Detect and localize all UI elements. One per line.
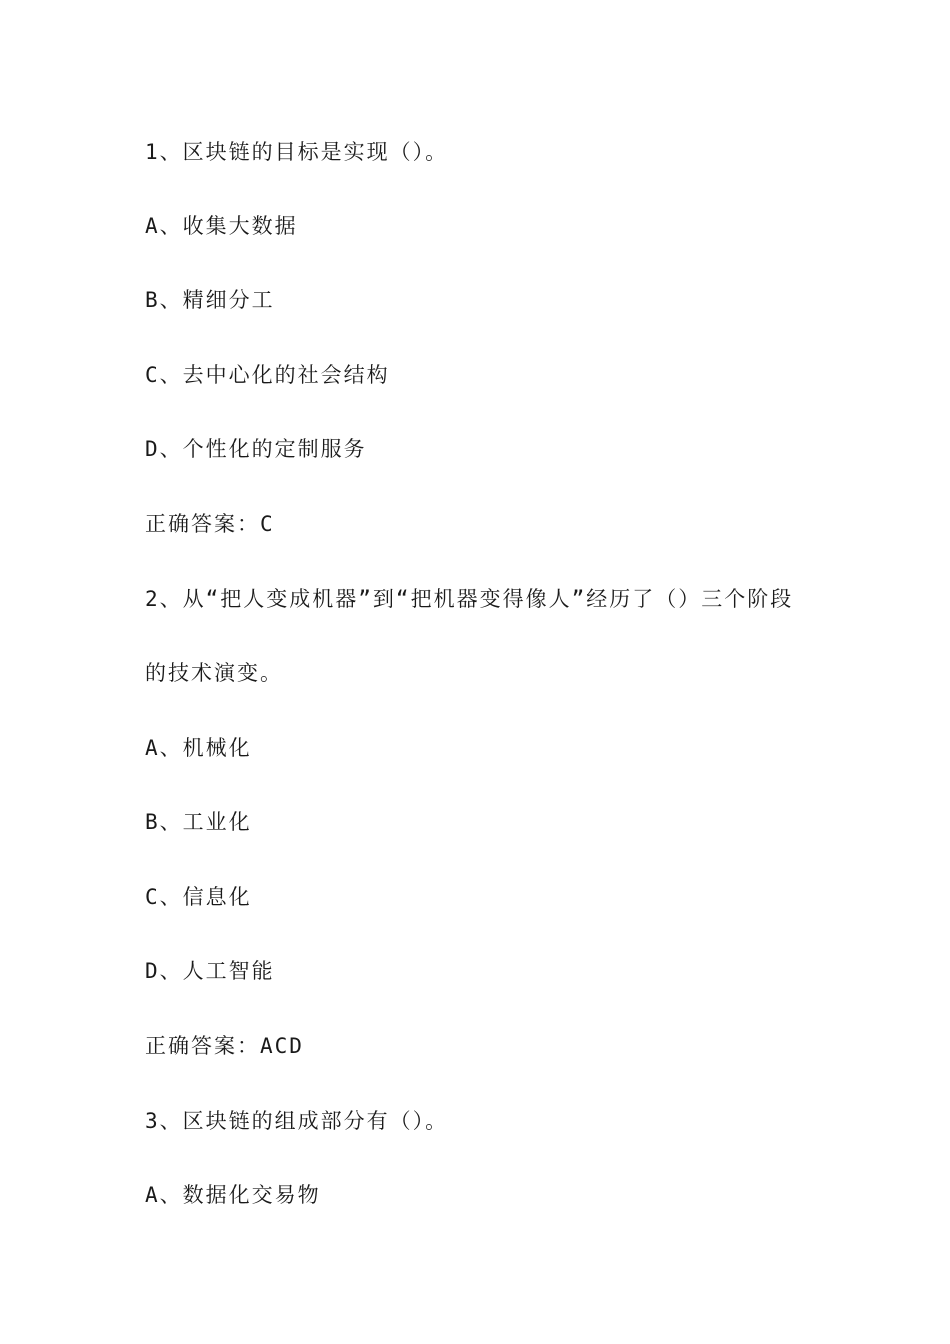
question-2-option-a: A、机械化	[145, 736, 252, 760]
question-1-option-d: D、个性化的定制服务	[145, 437, 367, 461]
question-1-option-b: B、精细分工	[145, 288, 275, 312]
question-2-option-c: C、信息化	[145, 885, 252, 909]
question-2-answer: 正确答案：ACD	[145, 1034, 304, 1058]
question-3-option-a: A、数据化交易物	[145, 1183, 321, 1207]
question-3-stem: 3、区块链的组成部分有（）。	[145, 1109, 449, 1133]
question-2-stem-line-2: 的技术演变。	[145, 661, 283, 685]
question-1-option-c: C、去中心化的社会结构	[145, 363, 390, 387]
question-2-option-b: B、工业化	[145, 810, 252, 834]
question-1-answer: 正确答案：C	[145, 512, 275, 536]
question-2-stem-line-1: 2、从“把人变成机器”到“把机器变得像人”经历了（）三个阶段	[145, 587, 794, 611]
question-2-option-d: D、人工智能	[145, 959, 275, 983]
question-1-stem: 1、区块链的目标是实现（）。	[145, 140, 449, 164]
question-1-option-a: A、收集大数据	[145, 214, 298, 238]
